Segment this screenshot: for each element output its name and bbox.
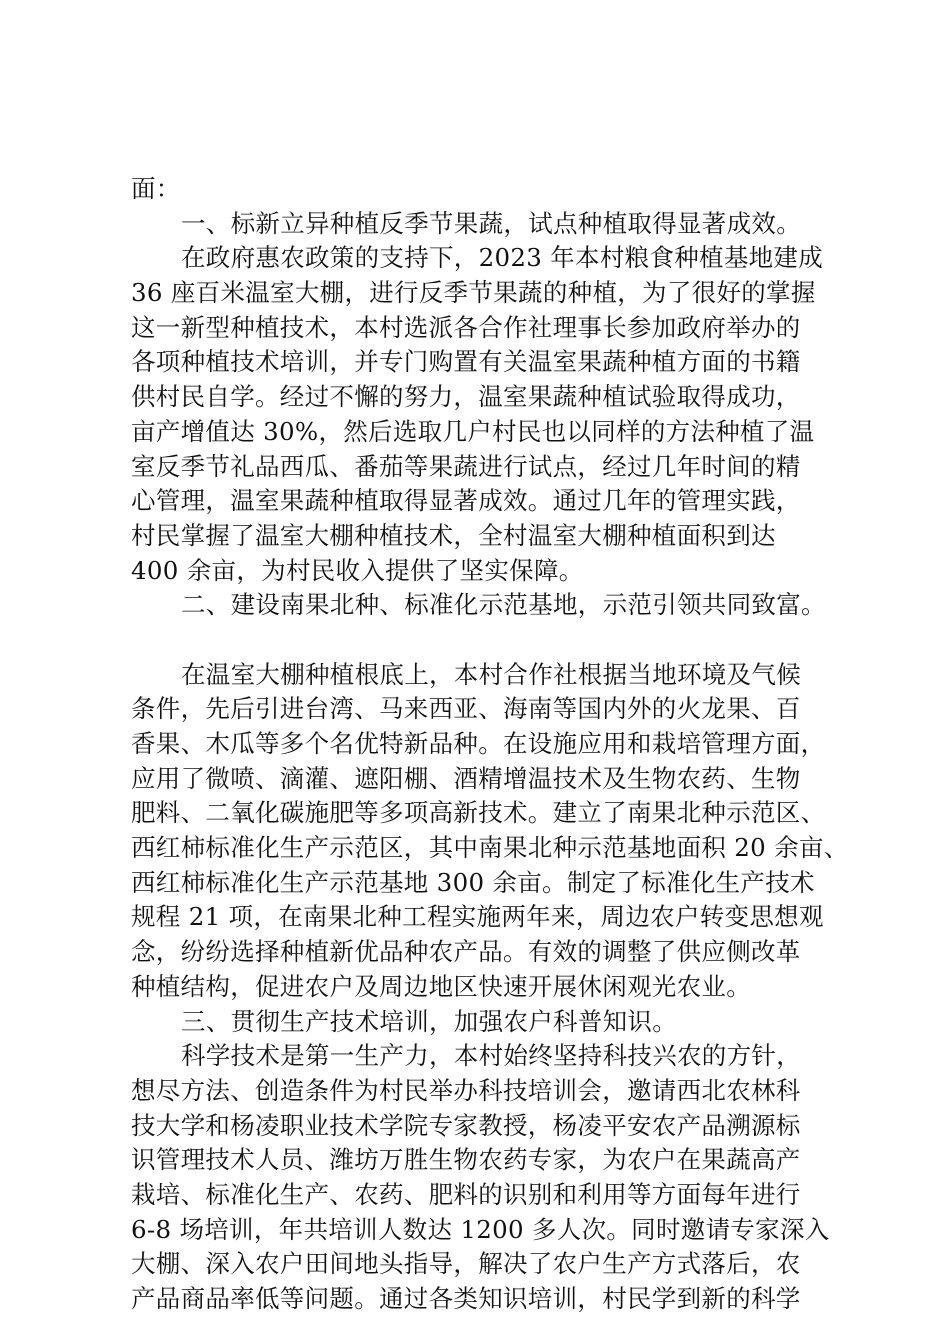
text-line: 西红柿标准化生产示范基地 300 余亩。制定了标准化生产技术 [131,867,815,897]
text-line: 技大学和杨凌职业技术学院专家教授，杨凌平安农产品溯源标 [131,1110,801,1140]
text-line: 西红柿标准化生产示范区，其中南果北种示范基地面积 20 余亩、 [131,833,849,863]
text-line: 识管理技术人员、潍坊万胜生物农药专家，为农户在果蔬高产 [131,1145,801,1175]
paragraph-first-line: 三、贯彻生产技术培训，加强农户科普知识。 [181,1006,677,1036]
text-line: 这一新型种植技术，本村选派各合作社理事长参加政府举办的 [131,312,801,342]
text-line: 肥料、二氧化碳施肥等多项高新技术。建立了南果北种示范区、 [131,798,826,828]
text-line: 各项种植技术培训，并专门购置有关温室果蔬种植方面的书籍 [131,347,801,377]
text-line: 种植结构，促进农户及周边地区快速开展休闲观光农业。 [131,971,751,1001]
text-line: 亩产增值达 30%，然后选取几户村民也以同样的方法种植了温 [131,416,815,446]
text-line: 面： [131,174,181,203]
text-line: 6-8 场培训，年共培训人数达 1200 多人次。同时邀请专家深入 [131,1214,830,1244]
text-line: 念，纷纷选择种植新优品种农产品。有效的调整了供应侧改革 [131,937,801,967]
text-line: 想尽方法、创造条件为村民举办科技培训会，邀请西北农林科 [131,1075,801,1105]
blank-line [131,623,831,658]
text-line: 大棚、深入农户田间地头指导，解决了农户生产方式落后，农 [131,1249,801,1279]
text-line: 36 座百米温室大棚，进行反季节果蔬的种植，为了很好的掌握 [131,278,816,308]
text-line: 室反季节礼品西瓜、番茄等果蔬进行试点，经过几年时间的精 [131,451,801,481]
text-line: 应用了微喷、滴灌、遮阳棚、酒精增温技术及生物农药、生物 [131,763,801,793]
text-line: 条件，先后引进台湾、马来西亚、海南等国内外的火龙果、百 [131,694,801,724]
document-body [131,172,849,1317]
paragraph-first-line: 在温室大棚种植根底上，本村合作社根据当地环境及气候 [181,659,801,689]
text-line: 供村民自学。经过不懈的努力，温室果蔬种植试验取得成功， [131,382,801,412]
paragraph-first-line: 二、建设南果北种、标准化示范基地，示范引领共同致富。 [181,590,826,620]
text-line: 村民掌握了温室大棚种植技术，全村温室大棚种植面积到达 [131,520,776,550]
text-line: 规程 21 项，在南果北种工程实施两年来，周边农户转变思想观 [131,902,824,932]
text-line: 心管理，温室果蔬种植取得显著成效。通过几年的管理实践， [131,486,801,516]
text-line: 400 余亩，为村民收入提供了坚实保障。 [131,555,584,585]
paragraph-first-line: 一、标新立异种植反季节果蔬，试点种植取得显著成效。 [181,208,801,238]
paragraph-first-line: 在政府惠农政策的支持下，2023 年本村粮食种植基地建成 [181,243,824,273]
text-line: 产品商品率低等问题。通过各类知识培训，村民学到新的科学 [131,1284,801,1313]
text-line: 栽培、标准化生产、农药、肥料的识别和利用等方面每年进行 [131,1179,801,1209]
paragraph-first-line: 科学技术是第一生产力，本村始终坚持科技兴农的方针， [181,1041,801,1071]
text-line: 香果、木瓜等多个名优特新品种。在设施应用和栽培管理方面， [131,729,826,758]
